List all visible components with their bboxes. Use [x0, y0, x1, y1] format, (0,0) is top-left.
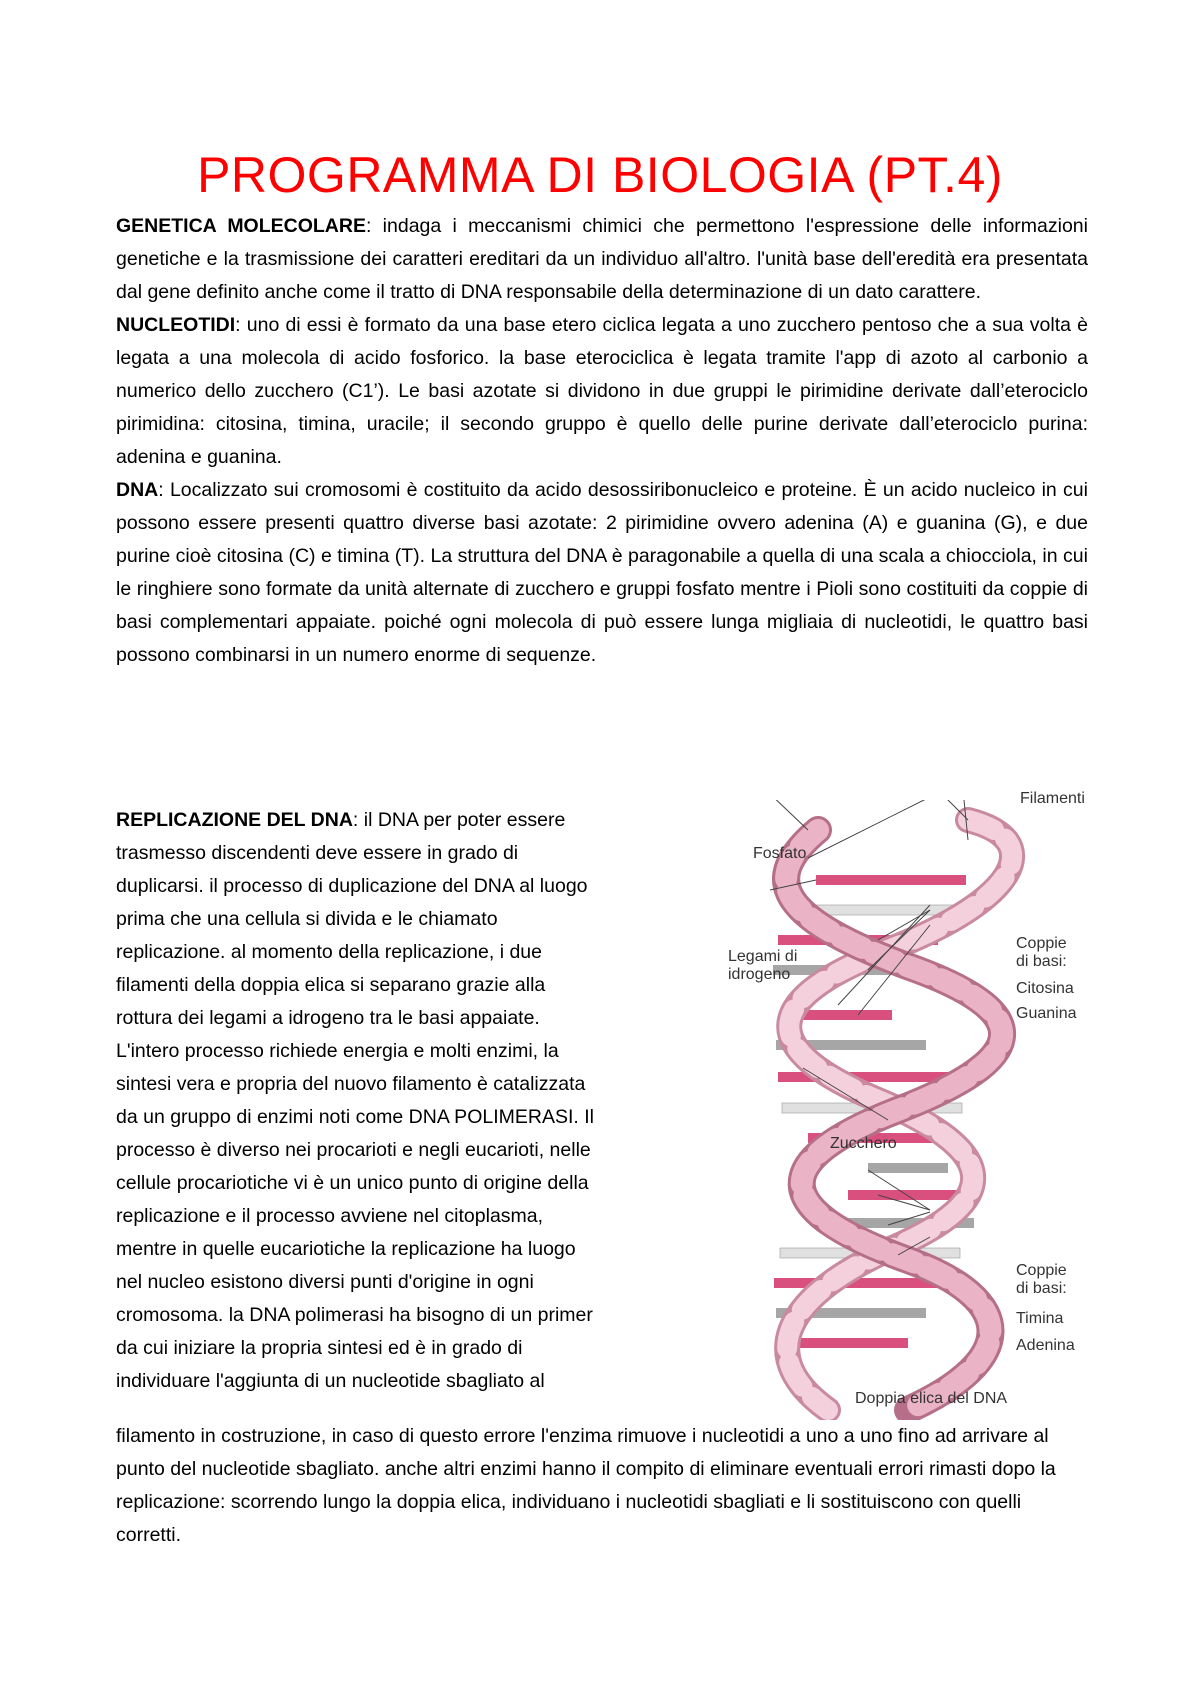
- replicazione-line: mentre in quelle eucariotiche la replicazione ha luogo: [116, 1238, 576, 1260]
- replicazione-line: replicazione. al momento della replicazione, i due: [116, 941, 542, 963]
- label-legami: [728, 948, 797, 984]
- label-legami-line: idrogeno: [728, 966, 791, 983]
- text-genetica: : indaga i meccanismi chimici che permettono l'espressione delle informazioni genetiche e la trasmissione dei caratteri ereditari da un individuo all'altro. l'unità base dell'eredità era presentata dal gene definito anche come il tratto di DNA responsabile della determinazione di un dato carattere.: [116, 215, 1088, 303]
- label-coppie-2: [1016, 1262, 1067, 1298]
- label-coppie-line: Coppie: [1016, 1262, 1067, 1279]
- replicazione-line: nel nucleo esistono diversi punti d'origine in ogni: [116, 1271, 534, 1293]
- label-citosina: Citosina: [1016, 980, 1074, 997]
- base-pair: [868, 1163, 948, 1173]
- text-line: : il DNA per poter essere: [352, 809, 566, 831]
- text-nucleotidi: : uno di essi è formato da una base etero ciclica legata a uno zucchero pentoso che a sua volta è legata a una molecola di acido fosforico. la base eterociclica è legata tramite l'app di azoto al carbonio a numerico dello zucchero (C1’). Le basi azotate si dividono in due gruppi le pirimidine derivate dall’eterociclo pirimidina: citosina, timina, uracile; il secondo gruppo è quello delle purine derivate dall’eterociclo purina: adenina e guanina.: [116, 314, 1088, 468]
- label-zucchero: Zucchero: [830, 1135, 897, 1152]
- label-adenina: Adenina: [1016, 1337, 1075, 1354]
- text-dna: : Localizzato sui cromosomi è costituito da acido desossiribonucleico e proteine. È un acido nucleico in cui possono essere presenti quattro diverse basi azotate: 2 pirimidine ovvero adenina (A) e guanina (G), e due purine cioè citosina (C) e timina (T). La struttura del DNA è paragonabile a quella di una scala a chiocciola, in cui le ringhiere sono formate da unità alternate di zucchero e gruppi fosfato mentre i Pioli sono costituiti da coppie di basi complementari appaiate. poiché ogni molecola di può essere lunga migliaia di nucleotidi, le quattro basi possono combinarsi in un numero enorme di sequenze.: [116, 479, 1088, 666]
- replicazione-tail: filamento in costruzione, in caso di questo errore l'enzima rimuove i nucleotidi a uno a uno fino ad arrivare al punto del nucleotide sbagliato. anche altri enzimi hanno il compito di eliminare eventuali errori rimasti dopo la replicazione: scorrendo lungo la doppia elica, individuano i nucleotidi sbagliati e li sostituiscono con quelli corretti.: [116, 1425, 1056, 1546]
- replicazione-line: duplicarsi. il processo di duplicazione del DNA al luogo: [116, 875, 588, 897]
- replicazione-line: [116, 804, 716, 837]
- term-nucleotidi: NUCLEOTIDI: [116, 314, 236, 336]
- paragraph-genetica: [116, 210, 1088, 309]
- replicazione-column: [116, 804, 716, 1398]
- replicazione-line: sintesi vera e propria del nuovo filamento è catalizzata: [116, 1073, 586, 1095]
- term-replicazione: REPLICAZIONE DEL DNA: [116, 809, 353, 831]
- page-title: PROGRAMMA DI BIOLOGIA (PT.4): [197, 147, 1003, 203]
- base-pair: [788, 1338, 908, 1348]
- replicazione-line: da cui iniziare la propria sintesi ed è in grado di: [116, 1337, 523, 1359]
- label-timina: Timina: [1016, 1310, 1064, 1327]
- label-fosfato: Fosfato: [753, 845, 807, 862]
- replicazione-line: rottura dei legami a idrogeno tra le basi appaiate.: [116, 1007, 540, 1029]
- replicazione-line: da un gruppo di enzimi noti come DNA POLIMERASI. Il: [116, 1106, 594, 1128]
- figure-caption: Doppia elica del DNA: [855, 1390, 1008, 1407]
- replicazione-line: trasmesso discendenti deve essere in grado di: [116, 842, 519, 864]
- replicazione-line: L'intero processo richiede energia e molti enzimi, la: [116, 1040, 559, 1062]
- replicazione-line: individuare l'aggiunta di un nucleotide sbagliato al: [116, 1370, 545, 1392]
- replicazione-line: filamenti della doppia elica si separano grazie alla: [116, 974, 546, 996]
- label-coppie-line: di basi:: [1016, 1280, 1067, 1297]
- label-coppie-line: Coppie: [1016, 935, 1067, 952]
- label-legami-line: Legami di: [728, 948, 798, 965]
- replicazione-line: cellule procariotiche vi è un unico punto di origine della: [116, 1172, 589, 1194]
- paragraph-nucleotidi: [116, 309, 1088, 474]
- label-coppie-line: di basi:: [1016, 953, 1067, 970]
- replicazione-line: cromosoma. la DNA polimerasi ha bisogno di un primer: [116, 1304, 593, 1326]
- base-pair: [816, 875, 966, 885]
- label-guanina: Guanina: [1016, 1005, 1077, 1022]
- term-dna: DNA: [116, 479, 159, 501]
- replicazione-line: replicazione e il processo avviene nel citoplasma,: [116, 1205, 544, 1227]
- paragraph-dna: [116, 474, 1088, 672]
- intro-text: [116, 210, 1088, 672]
- replicazione-line: processo è diverso nei procarioti e negli eucarioti, nelle: [116, 1139, 591, 1161]
- label-filamenti: Filamenti: [1020, 790, 1085, 807]
- term-genetica: GENETICA MOLECOLARE: [116, 215, 366, 237]
- label-coppie-1: [1016, 935, 1067, 971]
- replicazione-line: prima che una cellula si divida e le chiamato: [116, 908, 498, 930]
